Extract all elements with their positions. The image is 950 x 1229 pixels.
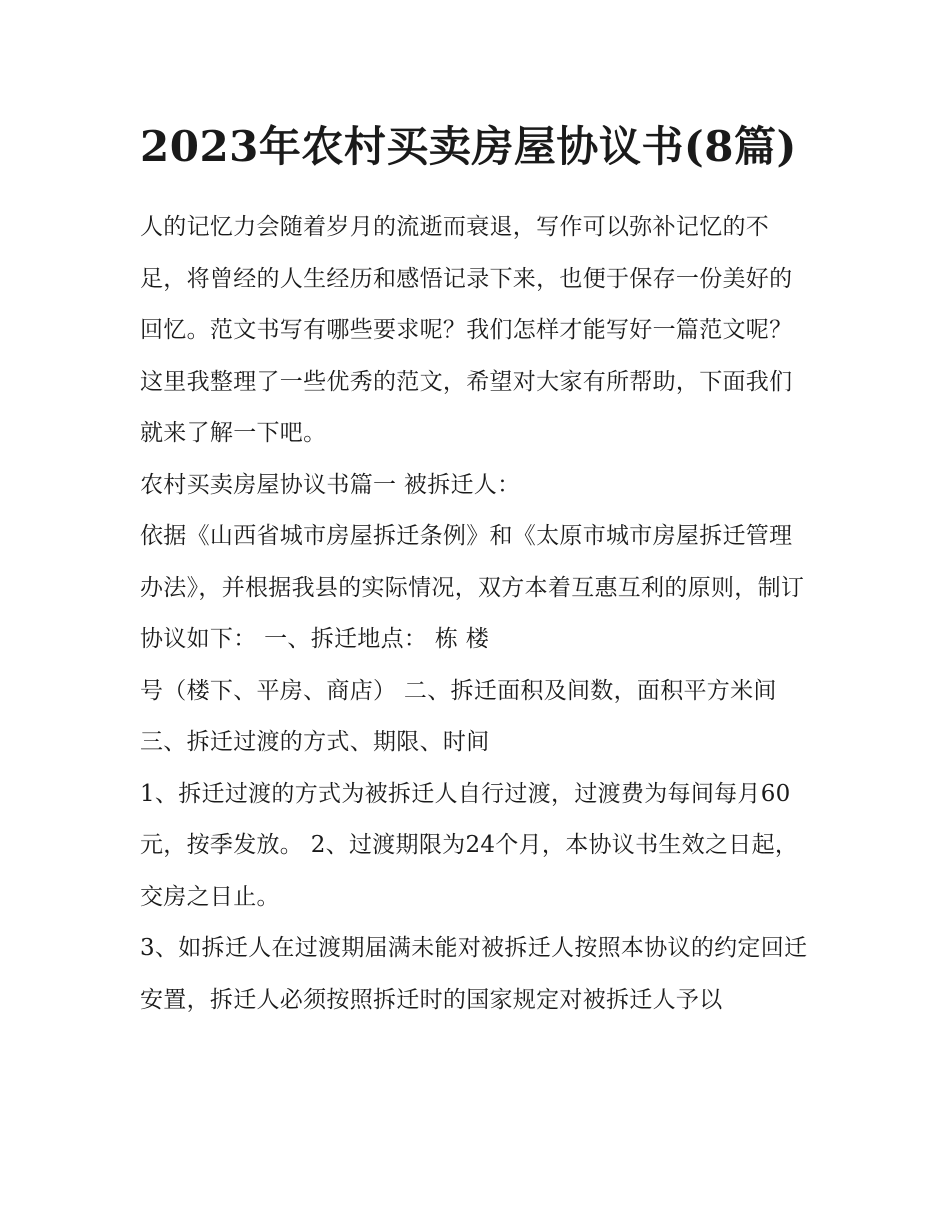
document-page [140, 110, 812, 1026]
paragraph-location: 号（楼下、平房、商店） 二、拆迁面积及间数，面积平方米间 三、拆迁过渡的方式、期限、时间 [140, 677, 777, 755]
paragraph-section-heading: 农村买卖房屋协议书篇一 被拆迁人： [140, 471, 521, 498]
paragraph-intro: 人的记忆力会随着岁月的流逝而衰退，写作可以弥补记忆的不足，将曾经的人生经历和感悟记录下来，也便于保存一份美好的回忆。范文书写有哪些要求呢？我们怎样才能写好一篇范文呢？这里我整理了一些优秀的范文，希望对大家有所帮助，下面我们就来了解一下吧。 [140, 214, 793, 446]
paragraph-clause-3: 3、如拆迁人在过渡期届满未能对被拆迁人按照本协议的约定回迁安置，拆迁人必须按照拆迁时的国家规定对被拆迁人予以 [140, 935, 808, 1013]
paragraph-clause-1-2: 1、拆迁过渡的方式为被拆迁人自行过渡，过渡费为每间每月60元，按季发放。 2、过渡期限为24个月，本协议书生效之日起，交房之日止。 [140, 780, 799, 910]
paragraph-basis: 依据《山西省城市房屋拆迁条例》和《太原市城市房屋拆迁管理办法》，并根据我县的实际情况，双方本着互惠互利的原则，制订协议如下： 一、拆迁地点： 栋 楼 [140, 523, 805, 652]
document-title: 2023年农村买卖房屋协议书(8篇) [140, 122, 797, 171]
